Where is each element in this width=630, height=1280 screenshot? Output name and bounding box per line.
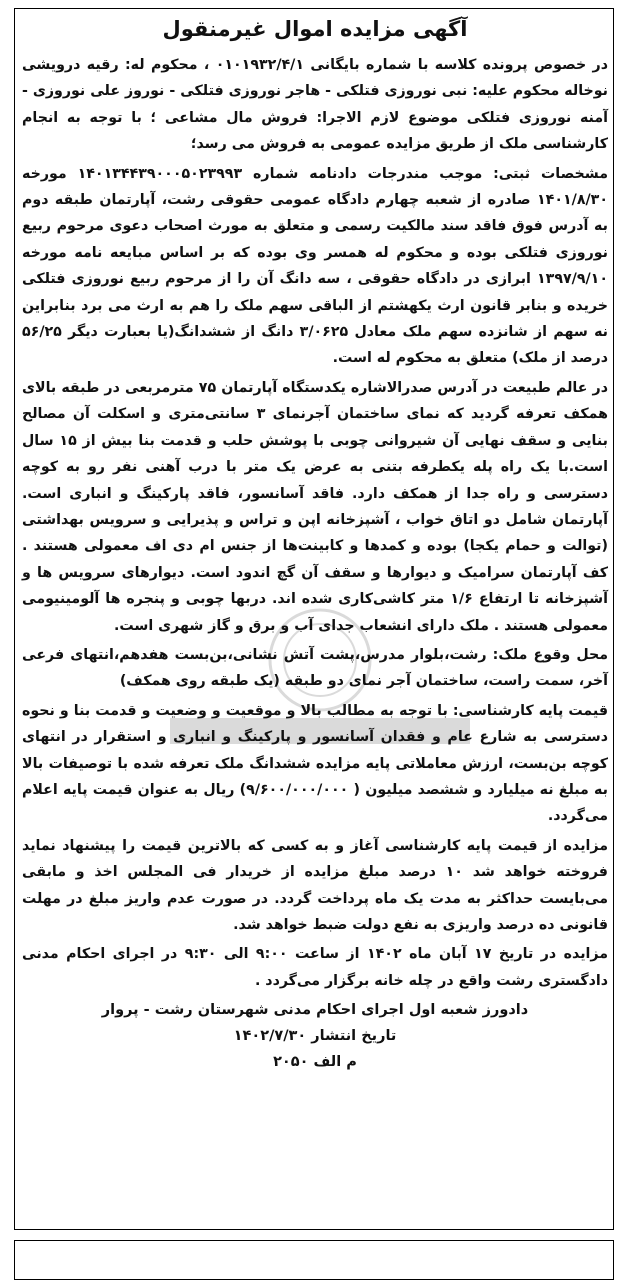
auction-terms-paragraph: مزایده از قیمت پایه کارشناسی آغاز و به کسی که بالاترین قیمت را پیشنهاد نماید فروخته خواهد شد ۱۰ درصد مبلغ مزایده از خریدار فی المجلس اخذ و مابقی می‌بایست حداکثر به مدت یک ماه پرداخت گردد. در صورت عدم واریز مبلغ در مهلت قانونی ده درصد واریزی به نفع دولت ضبط خواهد شد. (22, 837, 608, 933)
case-intro-paragraph: در خصوص پرونده کلاسه با شماره بایگانی ۰۱۰۱۹۳۲/۴/۱ ، محکوم له: رقیه درویشی نوخاله محکوم علیه: نبی نوروزی فتلکی - هاجر نوروزی فتلکی - نوروز علی نوروزی - آمنه نوروزی فتلکی موضوع لازم الاجرا: فروش مال مشاعی ؛ با توجه به انجام کارشناسی ملک از طریق مزایده عمومی به فروش می رسد؛ (22, 57, 608, 153)
next-notice-border (14, 1240, 614, 1280)
reference-code: م الف ۲۰۵۰ (273, 1054, 357, 1071)
signature-office: دادورز شعبه اول اجرای احکام مدنی شهرستان رشت - پروار (101, 1002, 529, 1019)
auction-notice (22, 14, 608, 1075)
notice-title: آگهی مزایده اموال غیرمنقول (162, 17, 468, 41)
publish-date: تاریخ انتشار ۱۴۰۲/۷/۳۰ (233, 1028, 397, 1045)
auction-date-paragraph: مزایده در تاریخ ۱۷ آبان ماه ۱۴۰۲ از ساعت ۹:۰۰ الی ۹:۳۰ در اجرای احکام مدنی دادگستری رشت واقع در چله خانه برگزار می‌گردد . (22, 946, 609, 989)
property-location-paragraph: محل وقوع ملک: رشت،بلوار مدرس،پشت آتش نشانی،بن‌بست هفدهم،انتهای فرعی آخر، سمت راست، ساختمان آجر نمای دو طبقه (یک طبقه روی همکف) (22, 646, 608, 690)
base-price-paragraph: قیمت پایه کارشناسی: با توجه به مطالب بالا و موقعیت و وضعیت و قدمت بنا و نحوه دسترسی به شارع عام و فقدان آسانسور و پارکینگ و انباری و استقرار در انتهای کوچه بن‌بست، ارزش معاملاتی پایه مزایده ششدانگ ملک تعرفه شده با توصیفات بالا به مبلغ نه میلیارد و ششصد میلیون ( ۹/۶۰۰/۰۰۰/۰۰۰) ریال به عنوان قیمت پایه اعلام می‌گردد. (22, 702, 608, 825)
registration-details-paragraph: مشخصات ثبتی: موجب مندرجات دادنامه شماره ۱۴۰۱۳۴۴۳۹۰۰۰۵۰۲۳۹۹۳ مورخه ۱۴۰۱/۸/۳۰ صادره از شعبه چهارم دادگاه عمومی حقوقی رشت، آپارتمان طبقه دوم به آدرس فوق فاقد سند مالکیت رسمی و متعلق به مورث اصحاب دعوی مرحوم ربیع نوروزی فتلکی بوده و محکوم له همسر وی بوده که بر اساس مبایعه نامه مورخه ۱۳۹۷/۹/۱۰ ابرازی در دادگاه حقوقی ، سه دانگ آن را از مرحوم ربیع نوروزی فتلکی خریده و بنابر قانون ارث یکهشتم از الباقی سهم ملک را هم به ارث می برد بنابراین نه سهم از شانزده سهم ملک معادل ۳/۰۶۲۵ دانگ از ششدانگ(یا بعبارت دیگر ۵۶/۲۵ درصد از ملک) متعلق به محکوم له است. (22, 165, 609, 367)
property-description-paragraph: در عالم طبیعت در آدرس صدرالاشاره یکدستگاه آپارتمان ۷۵ مترمربعی در طبقه بالای همکف تعرفه گردید که نمای ساختمان آجرنمای ۳ سانتی‌متری و اسکلت آن مصالح بنایی و سقف نهایی آن شیروانی چوبی با پوشش حلب و قدمت بنا بیش از ۱۵ سال است.با یک راه پله یکطرفه بتنی به عرض یک متر با درب آهنی نفر رو به کوچه دسترسی و راه جدا از همکف دارد. فاقد آسانسور، فاقد پارکینگ و انباری است. آپارتمان شامل دو اتاق خواب ، آشپزخانه اپن و تراس و پذیرایی و سرویس بهداشتی (توالت و حمام یکجا) بوده و کمدها و کابینت‌ها از جنس ام دی اف معمولی هستند . کف آپارتمان سرامیک و دیوارها و سقف آن گچ اندود است. دیوارهای سرویس ها و آشپزخانه تا ارتفاع ۱/۶ متر کاشی‌کاری شده اند. دربها چوبی و پنجره ها آلومینیومی معمولی هستند . ملک دارای انشعاب جدای آب و برق و گاز شهری است. (22, 379, 608, 634)
